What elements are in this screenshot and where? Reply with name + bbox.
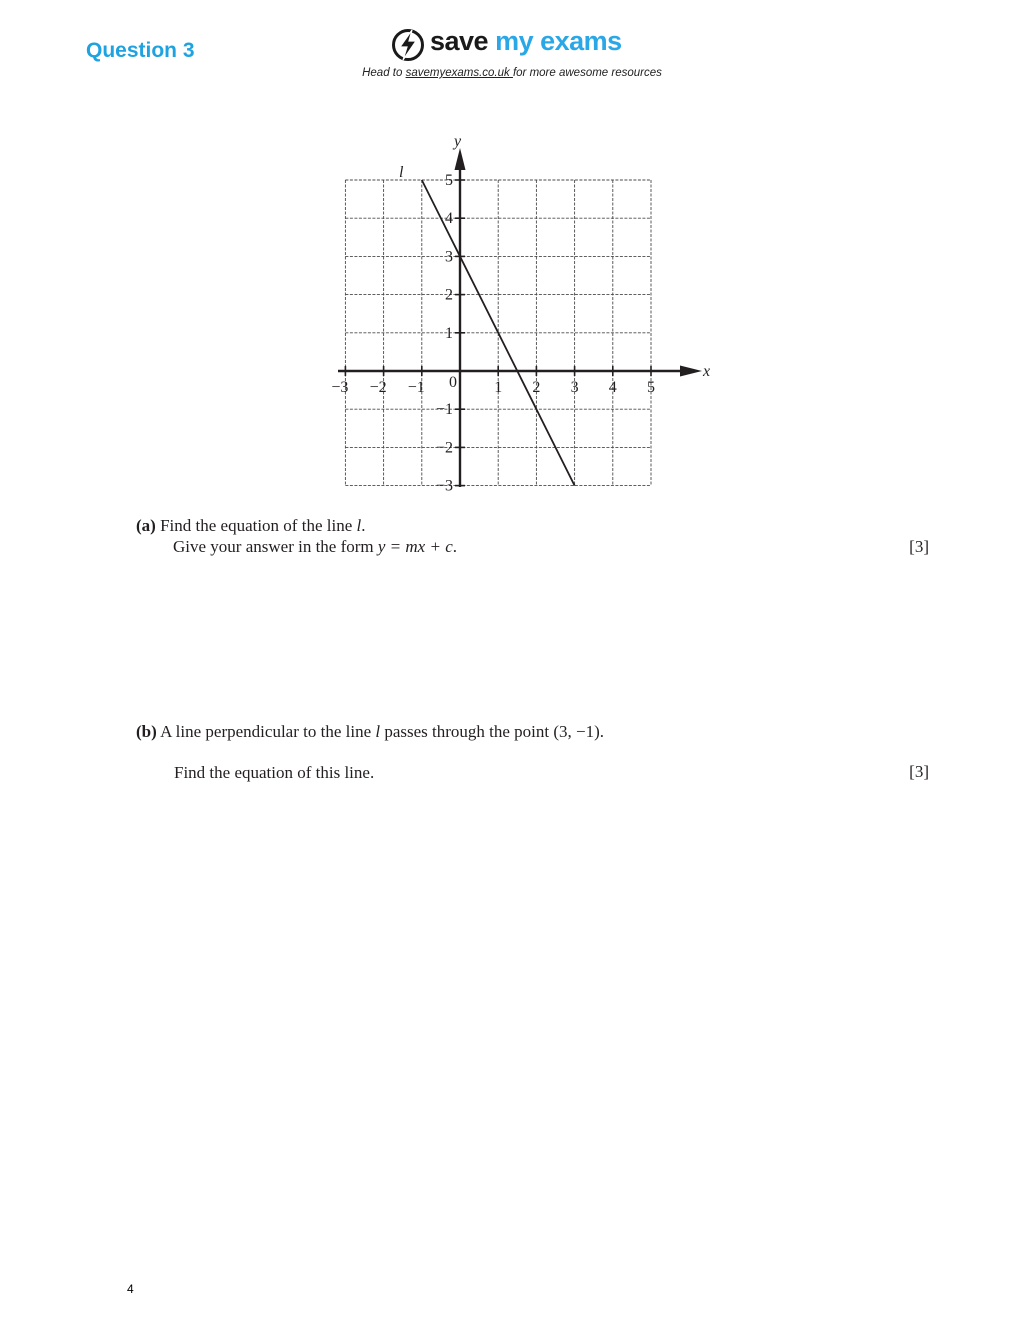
part-a-period: . — [361, 516, 366, 535]
y-tick-label: 3 — [445, 248, 453, 266]
y-tick-label: −1 — [435, 401, 453, 419]
lightning-bolt-icon — [390, 26, 426, 64]
part-a-line2 — [173, 537, 457, 557]
y-tick-label: −3 — [435, 477, 453, 495]
axes — [338, 148, 702, 487]
y-axis-label: y — [454, 133, 462, 150]
x-tick-label: 5 — [647, 379, 655, 396]
origin-label: 0 — [449, 374, 457, 391]
part-a-line1 — [136, 516, 365, 536]
tagline-suffix: for more awesome resources — [512, 67, 662, 79]
x-tick-label: −3 — [331, 379, 349, 396]
part-b-label: (b) — [136, 722, 157, 741]
part-a-marks: [3] — [909, 537, 929, 556]
part-a-text: Find the equation of the line — [160, 516, 357, 535]
x-tick-label: 2 — [532, 379, 541, 396]
x-tick-label: −2 — [369, 379, 387, 396]
tagline-link[interactable]: savemyexams.co.uk — [405, 67, 513, 79]
y-tick-label: 2 — [445, 286, 453, 304]
part-a-instruction-end: . — [452, 537, 457, 556]
page-number: 4 — [127, 1282, 134, 1296]
part-b-line2: Find the equation of this line. — [174, 763, 375, 782]
x-axis-label: x — [703, 363, 711, 380]
y-tick-label: −2 — [435, 439, 453, 457]
tagline-prefix: Head to — [362, 67, 406, 79]
y-tick-label: 5 — [445, 172, 453, 189]
part-b-marks: [3] — [909, 762, 929, 781]
part-a-formula: y = mx + c — [377, 537, 453, 556]
x-tick-label: 4 — [608, 379, 617, 396]
line-graph — [320, 128, 720, 498]
part-b-text-end: passes through the point (3, −1). — [380, 722, 605, 741]
logo-wordmark — [430, 26, 622, 57]
y-tick-label: 1 — [445, 324, 453, 342]
part-a-instruction: Give your answer in the form — [173, 537, 378, 556]
x-axis-arrow — [680, 366, 702, 377]
tagline — [300, 67, 724, 79]
x-tick-label: −1 — [407, 379, 425, 396]
part-a-label: (a) — [136, 516, 156, 535]
part-b-line1 — [136, 722, 604, 742]
part-b-line-symbol: l — [375, 722, 381, 741]
logo-word-save: save — [430, 26, 489, 56]
line-label: l — [399, 164, 404, 181]
brand-logo[interactable] — [390, 25, 640, 65]
part-a-line-symbol: l — [356, 516, 362, 535]
y-axis-arrow — [455, 148, 466, 170]
tick-labels — [331, 172, 655, 495]
x-tick-label: 1 — [494, 379, 503, 396]
logo-word-my-exams: my exams — [495, 26, 622, 56]
part-b-text: A line perpendicular to the line — [160, 722, 376, 741]
question-title: Question 3 — [86, 39, 195, 62]
x-tick-label: 3 — [570, 379, 579, 396]
y-tick-label: 4 — [445, 210, 453, 228]
